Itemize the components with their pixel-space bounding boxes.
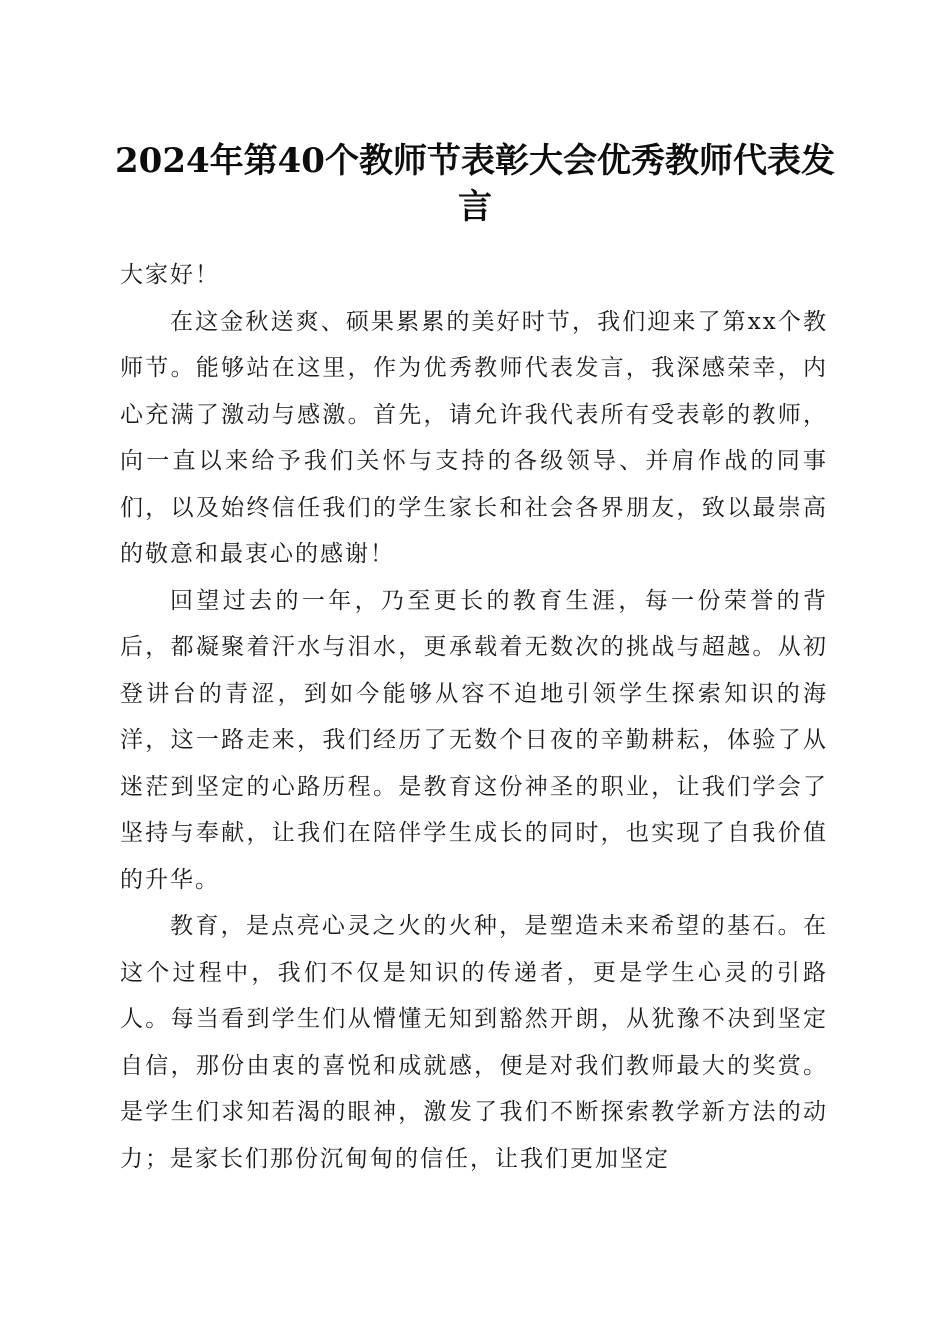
document-body [120,252,828,1272]
paragraph-2: 回望过去的一年，乃至更长的教育生涯，每一份荣誉的背后，都凝聚着汗水与泪水，更承载着无数次的挑战与超越。从初登讲台的青涩，到如今能够从容不迫地引领学生探索知识的海洋，这一路走来，我们经历了无数个日夜的辛勤耕耘，体验了从迷茫到坚定的心路历程。是教育这份神圣的职业，让我们学会了坚持与奉献，让我们在陪伴学生成长的同时，也实现了自我价值的升华。 [120,587,828,893]
paragraph-3: 教育，是点亮心灵之火的火种，是塑造未来希望的基石。在这个过程中，我们不仅是知识的传递者，更是学生心灵的引路人。每当看到学生们从懵懂无知到豁然开朗，从犹豫不决到坚定自信，那份由衷的喜悦和成就感，便是对我们教师最大的奖赏。是学生们求知若渴的眼神，激发了我们不断探索教学新方法的动力；是家长们那份沉甸甸的信任，让我们更加坚定 [120,913,828,1172]
greeting: 大家好！ [120,262,220,288]
document-title: 2024年第40个教师节表彰大会优秀教师代表发言 [115,141,835,227]
paragraph-1: 在这金秋送爽、硕果累累的美好时节，我们迎来了第xx个教师节。能够站在这里，作为优秀教师代表发言，我深感荣幸，内心充满了激动与感激。首先，请允许我代表所有受表彰的教师，向一直以来给予我们关怀与支持的各级领导、并肩作战的同事们，以及始终信任我们的学生家长和社会各界朋友，致以最崇高的敬意和最衷心的感谢！ [120,308,828,567]
